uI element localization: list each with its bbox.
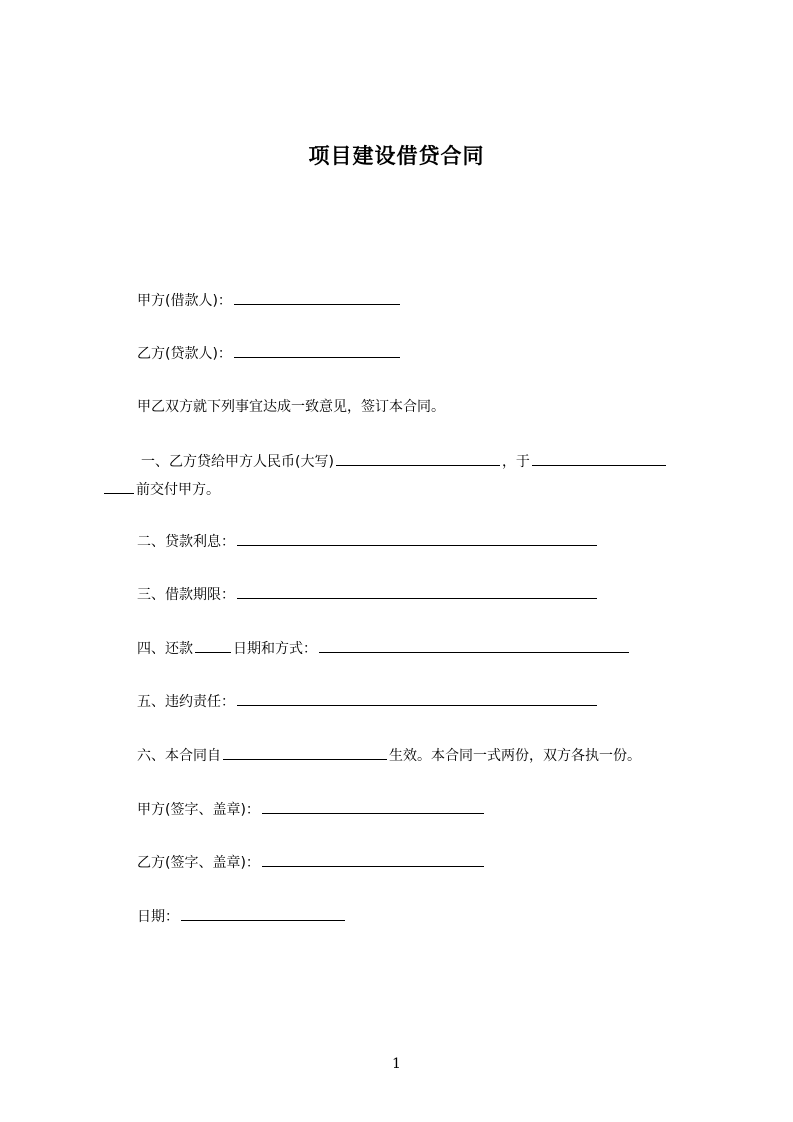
clause-4-blank[interactable]: [319, 638, 629, 653]
party-b-label: 乙方(贷款人)：: [137, 346, 232, 362]
party-a-blank[interactable]: [234, 290, 400, 305]
clause-6-date-blank[interactable]: [223, 745, 387, 760]
clause-1-text-a: 一、乙方贷给甲方人民币(大写): [141, 454, 334, 470]
party-a-label: 甲方(借款人)：: [137, 293, 232, 309]
clause-1-date-blank-cont[interactable]: [104, 479, 134, 494]
clause-3-label: 三、借款期限：: [137, 587, 235, 603]
intro-line: [137, 397, 445, 417]
sign-b-line: [137, 852, 486, 873]
clause-3-blank[interactable]: [237, 584, 597, 599]
party-a-line: [137, 290, 402, 311]
clause-1-text-b: ，于: [501, 454, 530, 470]
clause-1-amount-blank[interactable]: [336, 451, 500, 466]
date-line: [137, 906, 347, 927]
clause-1-text-c: 前交付甲方。: [136, 482, 220, 498]
date-label: 日期：: [137, 909, 179, 925]
party-b-line: [137, 343, 402, 364]
sign-b-blank[interactable]: [262, 852, 484, 867]
clause-5-blank[interactable]: [237, 691, 597, 706]
clause-4-line: [137, 638, 631, 659]
sign-a-line: [137, 799, 486, 820]
clause-2-blank[interactable]: [237, 531, 597, 546]
sign-b-label: 乙方(签字、盖章)：: [137, 855, 260, 871]
party-b-blank[interactable]: [234, 343, 400, 358]
clause-6-text-b: 生效。本合同一式两份，双方各执一份。: [389, 748, 641, 764]
clause-6-text-a: 六、本合同自: [137, 748, 221, 764]
page-number: 1: [392, 1056, 401, 1072]
clause-5-label: 五、违约责任：: [137, 694, 235, 710]
clause-2-label: 二、贷款利息：: [137, 534, 235, 550]
sign-a-blank[interactable]: [262, 799, 484, 814]
clause-6-line: [137, 745, 641, 766]
page-title: 项目建设借贷合同: [308, 144, 485, 168]
clause-1-line: [141, 451, 668, 472]
clause-4-short-blank[interactable]: [195, 638, 231, 653]
date-blank[interactable]: [181, 906, 345, 921]
clause-4-text-a: 四、还款: [137, 641, 193, 657]
clause-4-text-b: 日期和方式：: [233, 641, 317, 657]
clause-1-date-blank[interactable]: [532, 451, 666, 466]
clause-2-line: [137, 531, 599, 552]
intro-text: 甲乙双方就下列事宜达成一致意见，签订本合同。: [137, 399, 445, 415]
sign-a-label: 甲方(签字、盖章)：: [137, 802, 260, 818]
clause-1-continuation: [104, 479, 220, 500]
clause-5-line: [137, 691, 599, 712]
clause-3-line: [137, 584, 599, 605]
